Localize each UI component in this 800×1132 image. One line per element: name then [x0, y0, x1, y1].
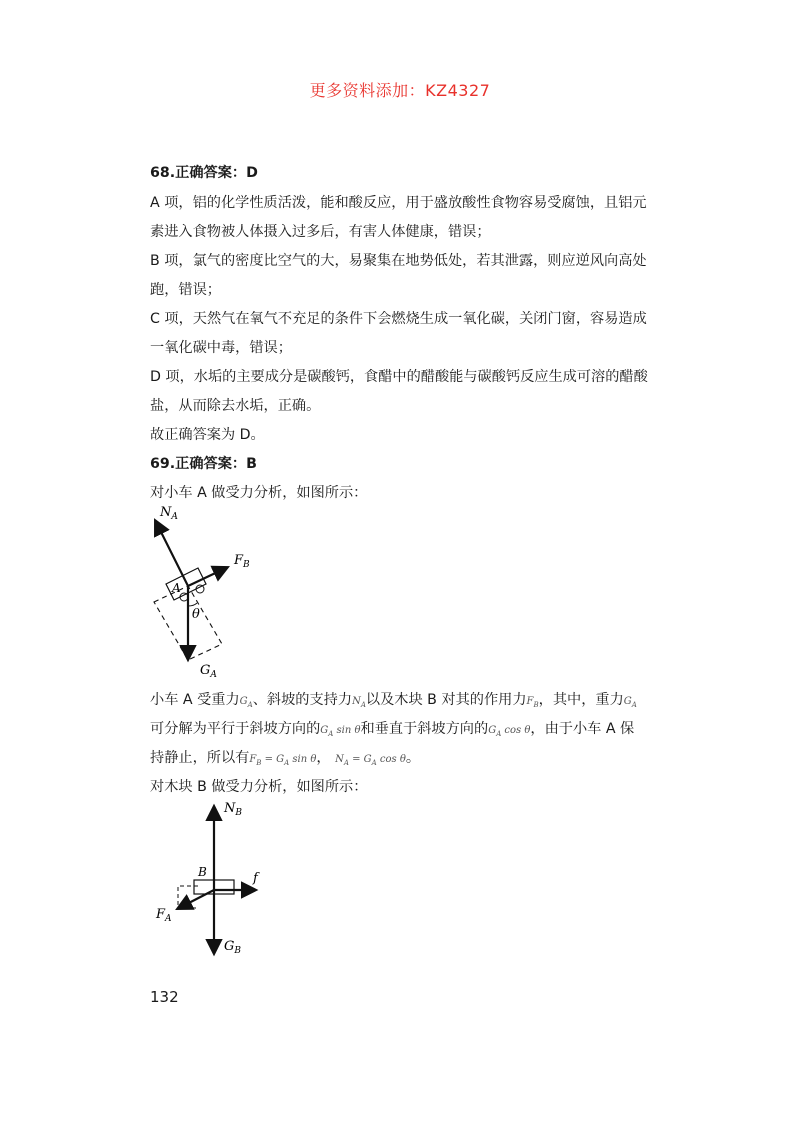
page-number: 132	[150, 988, 179, 1006]
label-f: f	[253, 871, 258, 886]
label-b: B	[198, 865, 207, 879]
block-b-force-diagram	[150, 798, 290, 960]
normal-force-arrow	[156, 522, 188, 586]
label-gb: $G_B$	[224, 939, 242, 956]
q68-line-7: D 项，水垢的主要成分是碳酸钙，食醋中的醋酸能与碳酸钙反应生成可溶的醋酸	[150, 369, 648, 385]
label-fb: $F_B$	[234, 553, 250, 570]
q68-line-5: C 项，天然气在氧气不充足的条件下会燃烧生成一氧化碳，关闭门窗，容易造成	[150, 311, 647, 327]
label-theta: θ	[192, 607, 200, 622]
q68-line-3: B 项，氯气的密度比空气的大，易聚集在地势低处，若其泄露，则应逆风向高处	[150, 253, 647, 269]
q69-intro-cart: 对小车 A 做受力分析，如图所示：	[150, 485, 368, 501]
component-dashed-lines	[178, 886, 198, 908]
q69-intro-block: 对木块 B 做受力分析，如图所示：	[150, 779, 368, 795]
watermark-header: 更多资料添加：KZ4327	[309, 81, 491, 100]
label-a: A	[172, 581, 181, 595]
q68-line-6: 一氧化碳中毒，错误；	[150, 340, 292, 356]
q68-line-1: A 项，铝的化学性质活泼，能和酸反应，用于盛放酸性食物容易受腐蚀，且铝元	[150, 195, 647, 211]
label-na: $N_A$	[160, 506, 178, 522]
q68-conclusion: 故正确答案为 D。	[150, 427, 265, 443]
label-nb: $N_B$	[224, 801, 242, 818]
reaction-force-arrow	[179, 890, 214, 908]
q69-title: 69.正确答案：B	[150, 456, 257, 472]
q69-para-line-1: 小车 A 受重力$G_A$、斜坡的支持力$N_A$以及木块 B 对其的作用力$F_B$，其中，重力$G_A$	[150, 692, 637, 709]
q68-title: 68.正确答案：D	[150, 165, 258, 181]
q69-para-line-3: 持静止，所以有$F_B = G_A$ sin θ， $N_A = G_A$ cos θ。	[150, 750, 421, 767]
cart-a-force-diagram	[150, 506, 290, 678]
q68-line-4: 跑，错误；	[150, 282, 221, 298]
q69-para-line-2: 可分解为平行于斜坡方向的$G_A$ sin θ和垂直于斜坡方向的$G_A$ cos θ，由于小车 A 保	[150, 721, 635, 738]
angle-arc	[188, 603, 197, 606]
q68-line-8: 盐，从而除去水垢，正确。	[150, 398, 321, 414]
q68-line-2: 素进入食物被人体摄入过多后，有害人体健康，错误；	[150, 224, 491, 240]
label-ga: $G_A$	[200, 663, 217, 678]
label-fa: $F_A$	[156, 907, 172, 924]
